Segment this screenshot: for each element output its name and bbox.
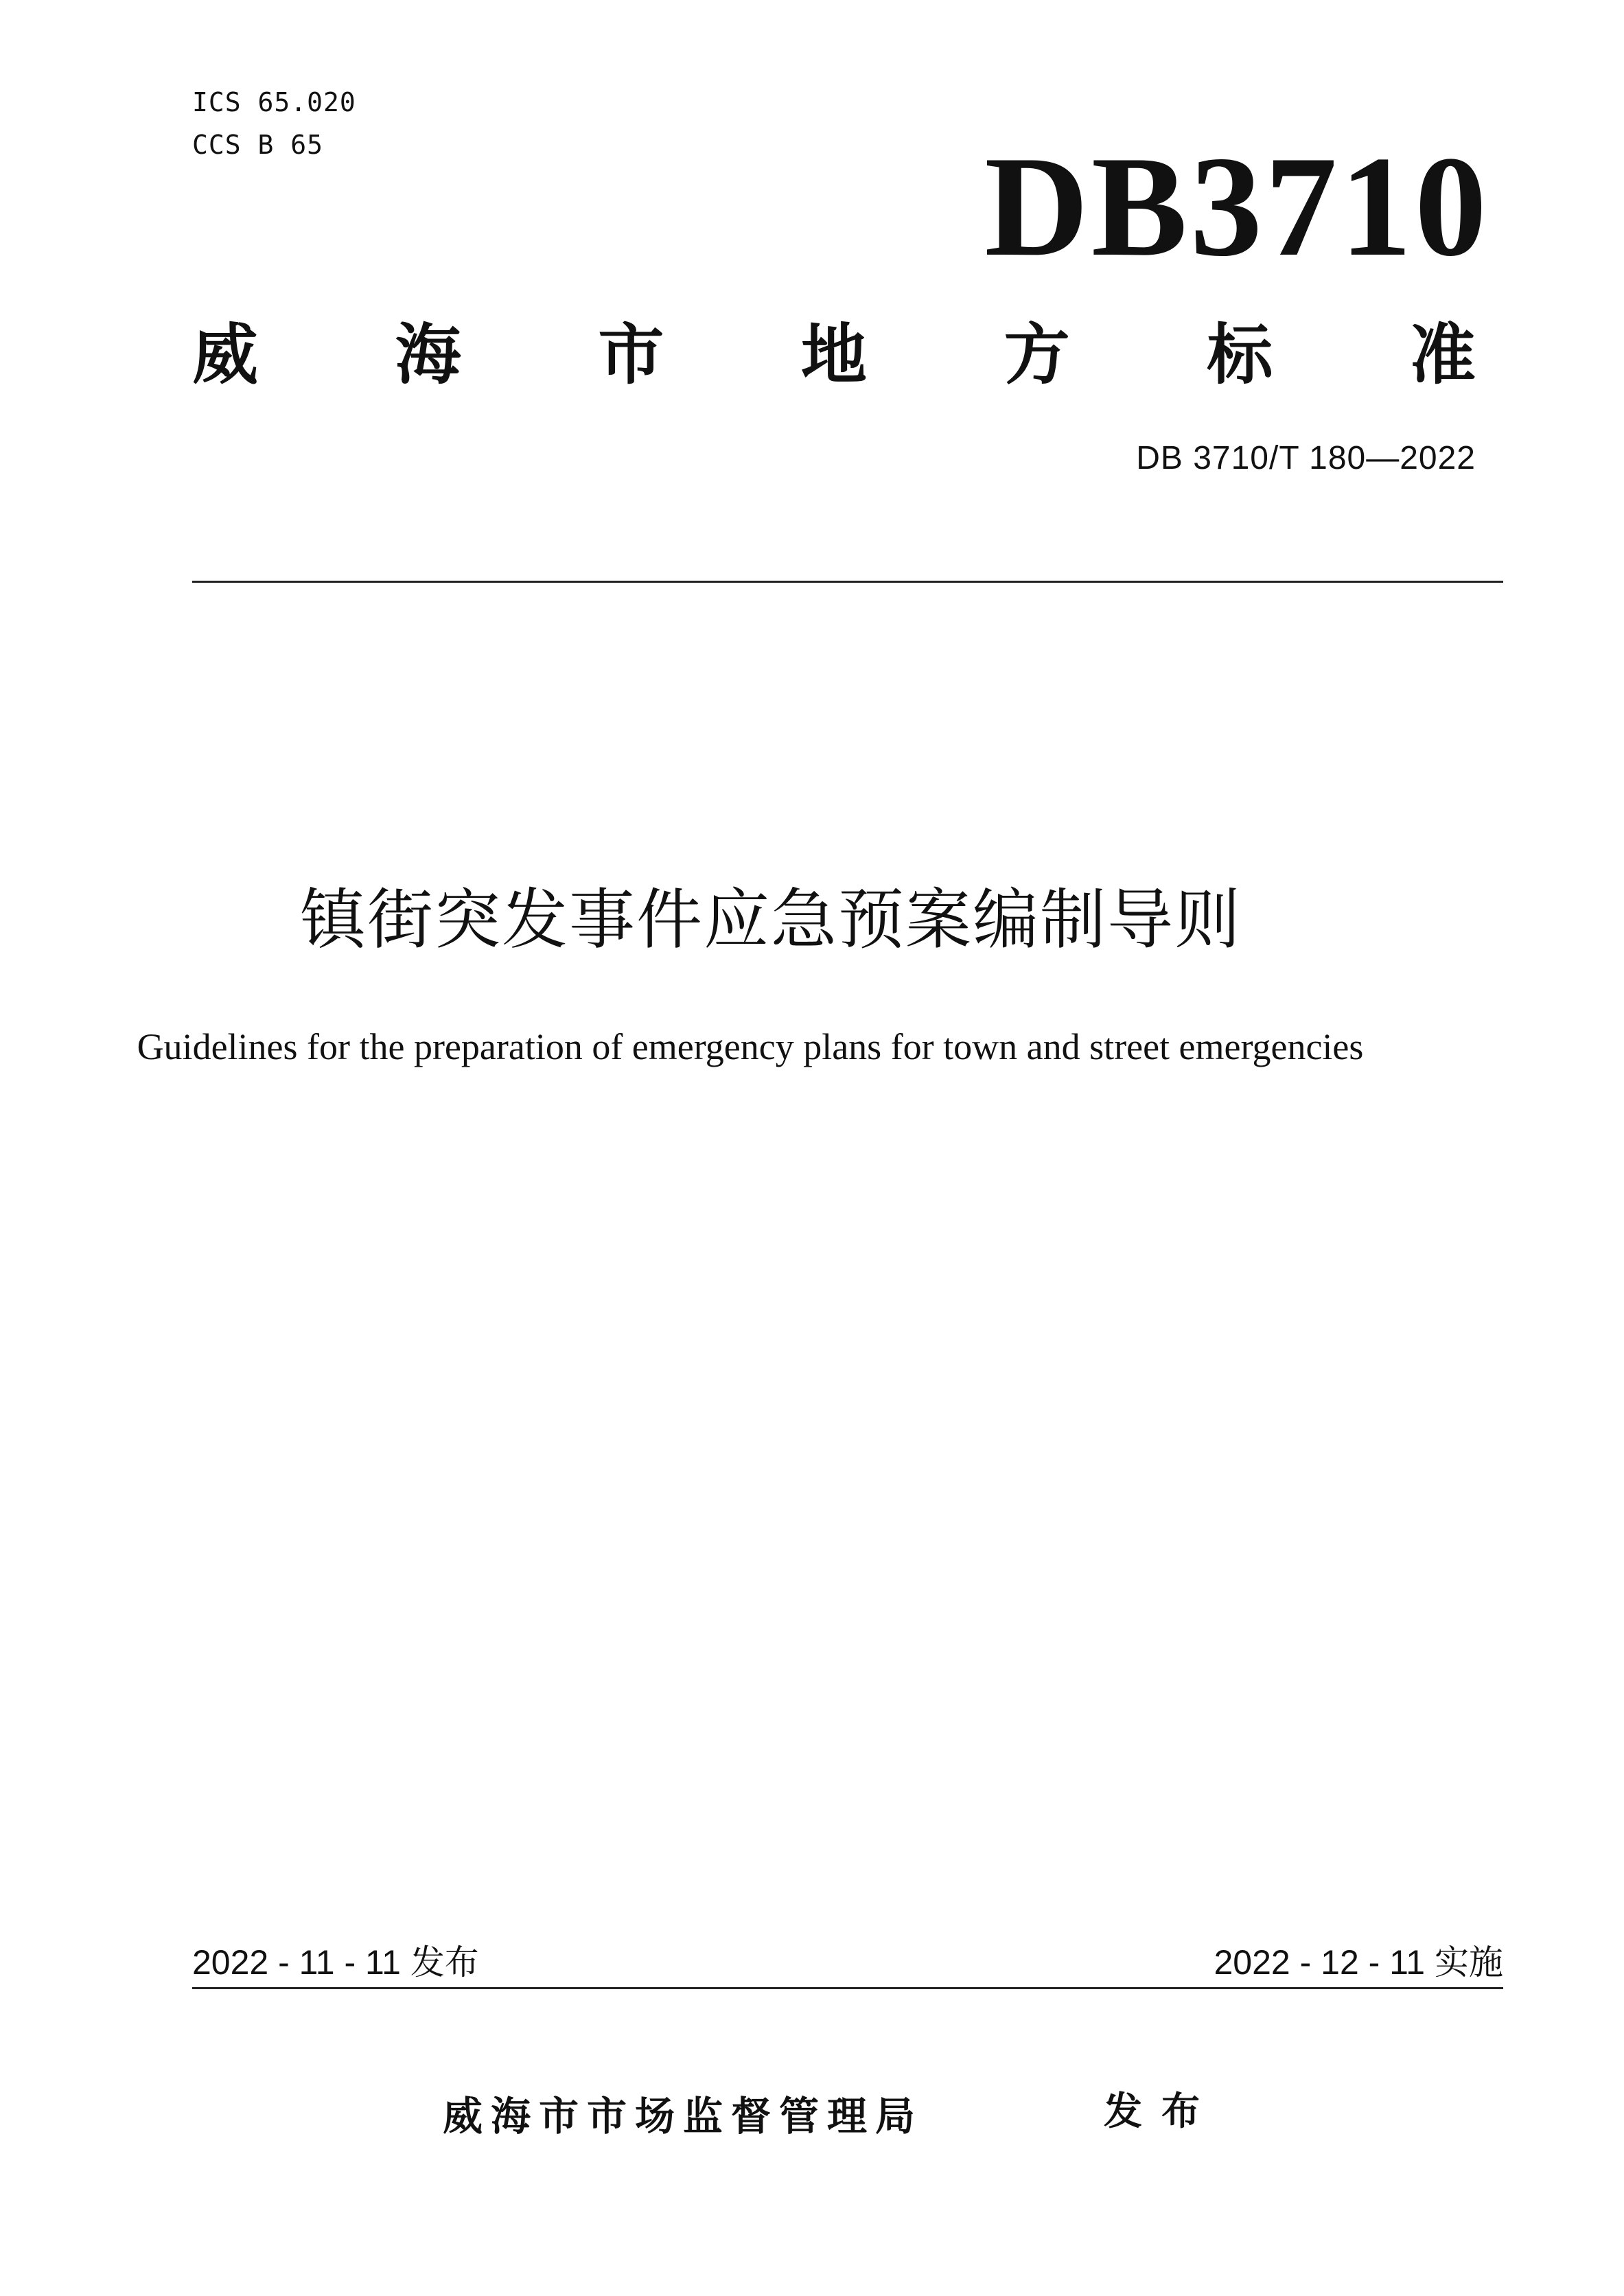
standard-type-char: 海: [395, 316, 461, 393]
standard-type-char: 威: [192, 316, 258, 393]
publish-date-line: [192, 1940, 479, 1985]
standard-logo: DB3710: [984, 127, 1489, 286]
publish-date: 2022 - 11 - 11: [192, 1943, 401, 1982]
title-english: Guidelines for the preparation of emergency plans for town and street emergencies: [137, 1026, 1364, 1067]
bottom-divider: [192, 1987, 1503, 1989]
standard-type-char: 地: [800, 316, 867, 393]
standard-number: DB 3710/T 180—2022: [1136, 440, 1476, 476]
classification-codes: [192, 81, 356, 166]
effective-date: 2022 - 12 - 11: [1214, 1943, 1426, 1982]
ics-code: ICS 65.020: [192, 87, 356, 117]
standard-type-heading: [192, 317, 1476, 393]
standard-type-char: 标: [1207, 316, 1273, 393]
ccs-code: CCS B 65: [192, 130, 324, 160]
effective-label: 实施: [1435, 1943, 1503, 1982]
standard-type-char: 准: [1409, 316, 1476, 393]
standard-type-char: 市: [598, 316, 664, 393]
issuer-name: 威海市市场监督管理局: [443, 2093, 924, 2140]
standard-type-char: 方: [1004, 316, 1070, 393]
publish-label: 发布: [410, 1943, 479, 1982]
title-chinese: 镇街突发事件应急预案编制导则: [300, 881, 1242, 958]
top-divider: [192, 581, 1503, 583]
issuer-action: 发布: [1104, 2089, 1219, 2134]
effective-date-line: [1214, 1940, 1503, 1985]
